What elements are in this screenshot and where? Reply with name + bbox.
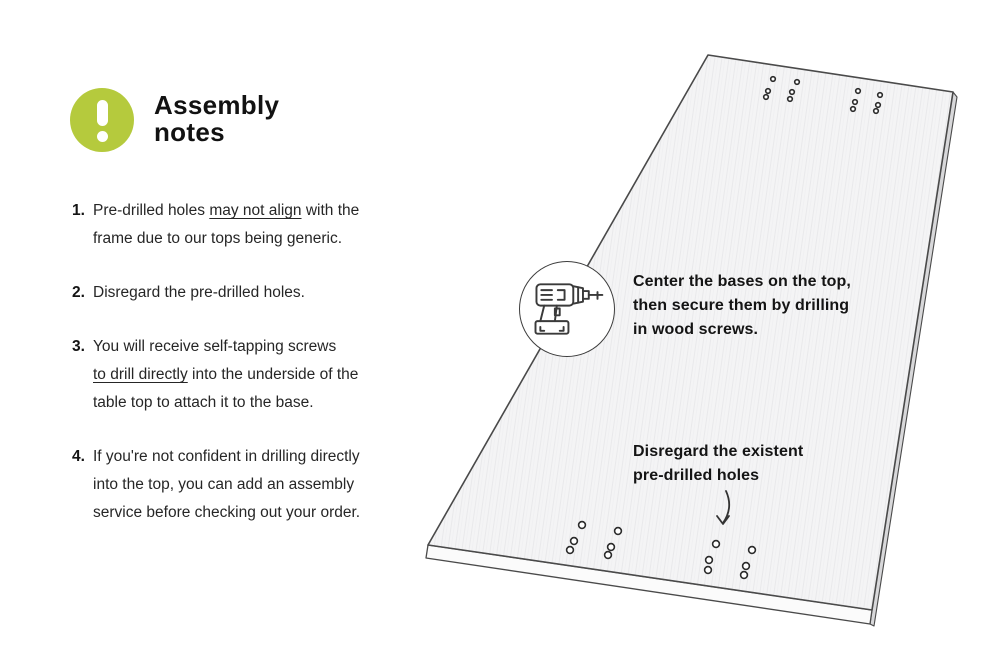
pre-drilled-hole xyxy=(567,547,574,554)
pre-drilled-hole xyxy=(741,572,748,579)
note-item xyxy=(72,279,412,307)
annotation-center-bases: Center the bases on the top, then secure them by drilling in wood screws. xyxy=(633,273,851,338)
note-item xyxy=(72,333,412,417)
note-item xyxy=(72,443,412,527)
pre-drilled-hole xyxy=(713,541,720,548)
pre-drilled-hole xyxy=(615,528,622,535)
pre-drilled-hole xyxy=(790,90,795,95)
pre-drilled-hole xyxy=(579,522,586,529)
pre-drilled-hole xyxy=(874,109,879,114)
notes-list xyxy=(72,197,412,553)
pre-drilled-hole xyxy=(771,77,776,82)
note-text: You will receive self-tapping screws to drill directly into the underside of the table top to attach it to the base. xyxy=(93,338,359,411)
pre-drilled-hole xyxy=(743,563,750,570)
note-text: If you're not confident in drilling directly into the top, you can add an assembly service before checking out your order. xyxy=(93,448,361,521)
note-number: 1. xyxy=(72,202,85,219)
pre-drilled-hole xyxy=(706,557,713,564)
note-text: Disregard the pre-drilled holes. xyxy=(93,284,305,301)
pre-drilled-hole xyxy=(749,547,756,554)
pre-drilled-hole xyxy=(571,538,578,545)
pre-drilled-hole xyxy=(856,89,861,94)
pre-drilled-hole xyxy=(764,95,769,100)
note-text: Pre-drilled holes may not align with the frame due to our tops being generic. xyxy=(93,202,360,247)
pre-drilled-hole xyxy=(795,80,800,85)
note-item xyxy=(72,197,412,253)
exclamation-icon xyxy=(70,88,134,152)
pre-drilled-hole xyxy=(878,93,883,98)
pre-drilled-hole xyxy=(876,103,881,108)
pre-drilled-hole xyxy=(608,544,615,551)
pre-drilled-hole xyxy=(851,107,856,112)
note-number: 2. xyxy=(72,284,85,301)
pre-drilled-hole xyxy=(766,89,771,94)
pre-drilled-hole xyxy=(605,552,612,559)
page-title: Assembly notes xyxy=(154,90,280,147)
pre-drilled-hole xyxy=(853,100,858,105)
pre-drilled-hole xyxy=(705,567,712,574)
drill-icon xyxy=(519,261,615,357)
header xyxy=(70,88,279,152)
note-number: 3. xyxy=(72,338,85,355)
note-number: 4. xyxy=(72,448,85,465)
pre-drilled-hole xyxy=(788,97,793,102)
annotation-disregard-holes: Disregard the existent pre-drilled holes xyxy=(633,443,804,484)
